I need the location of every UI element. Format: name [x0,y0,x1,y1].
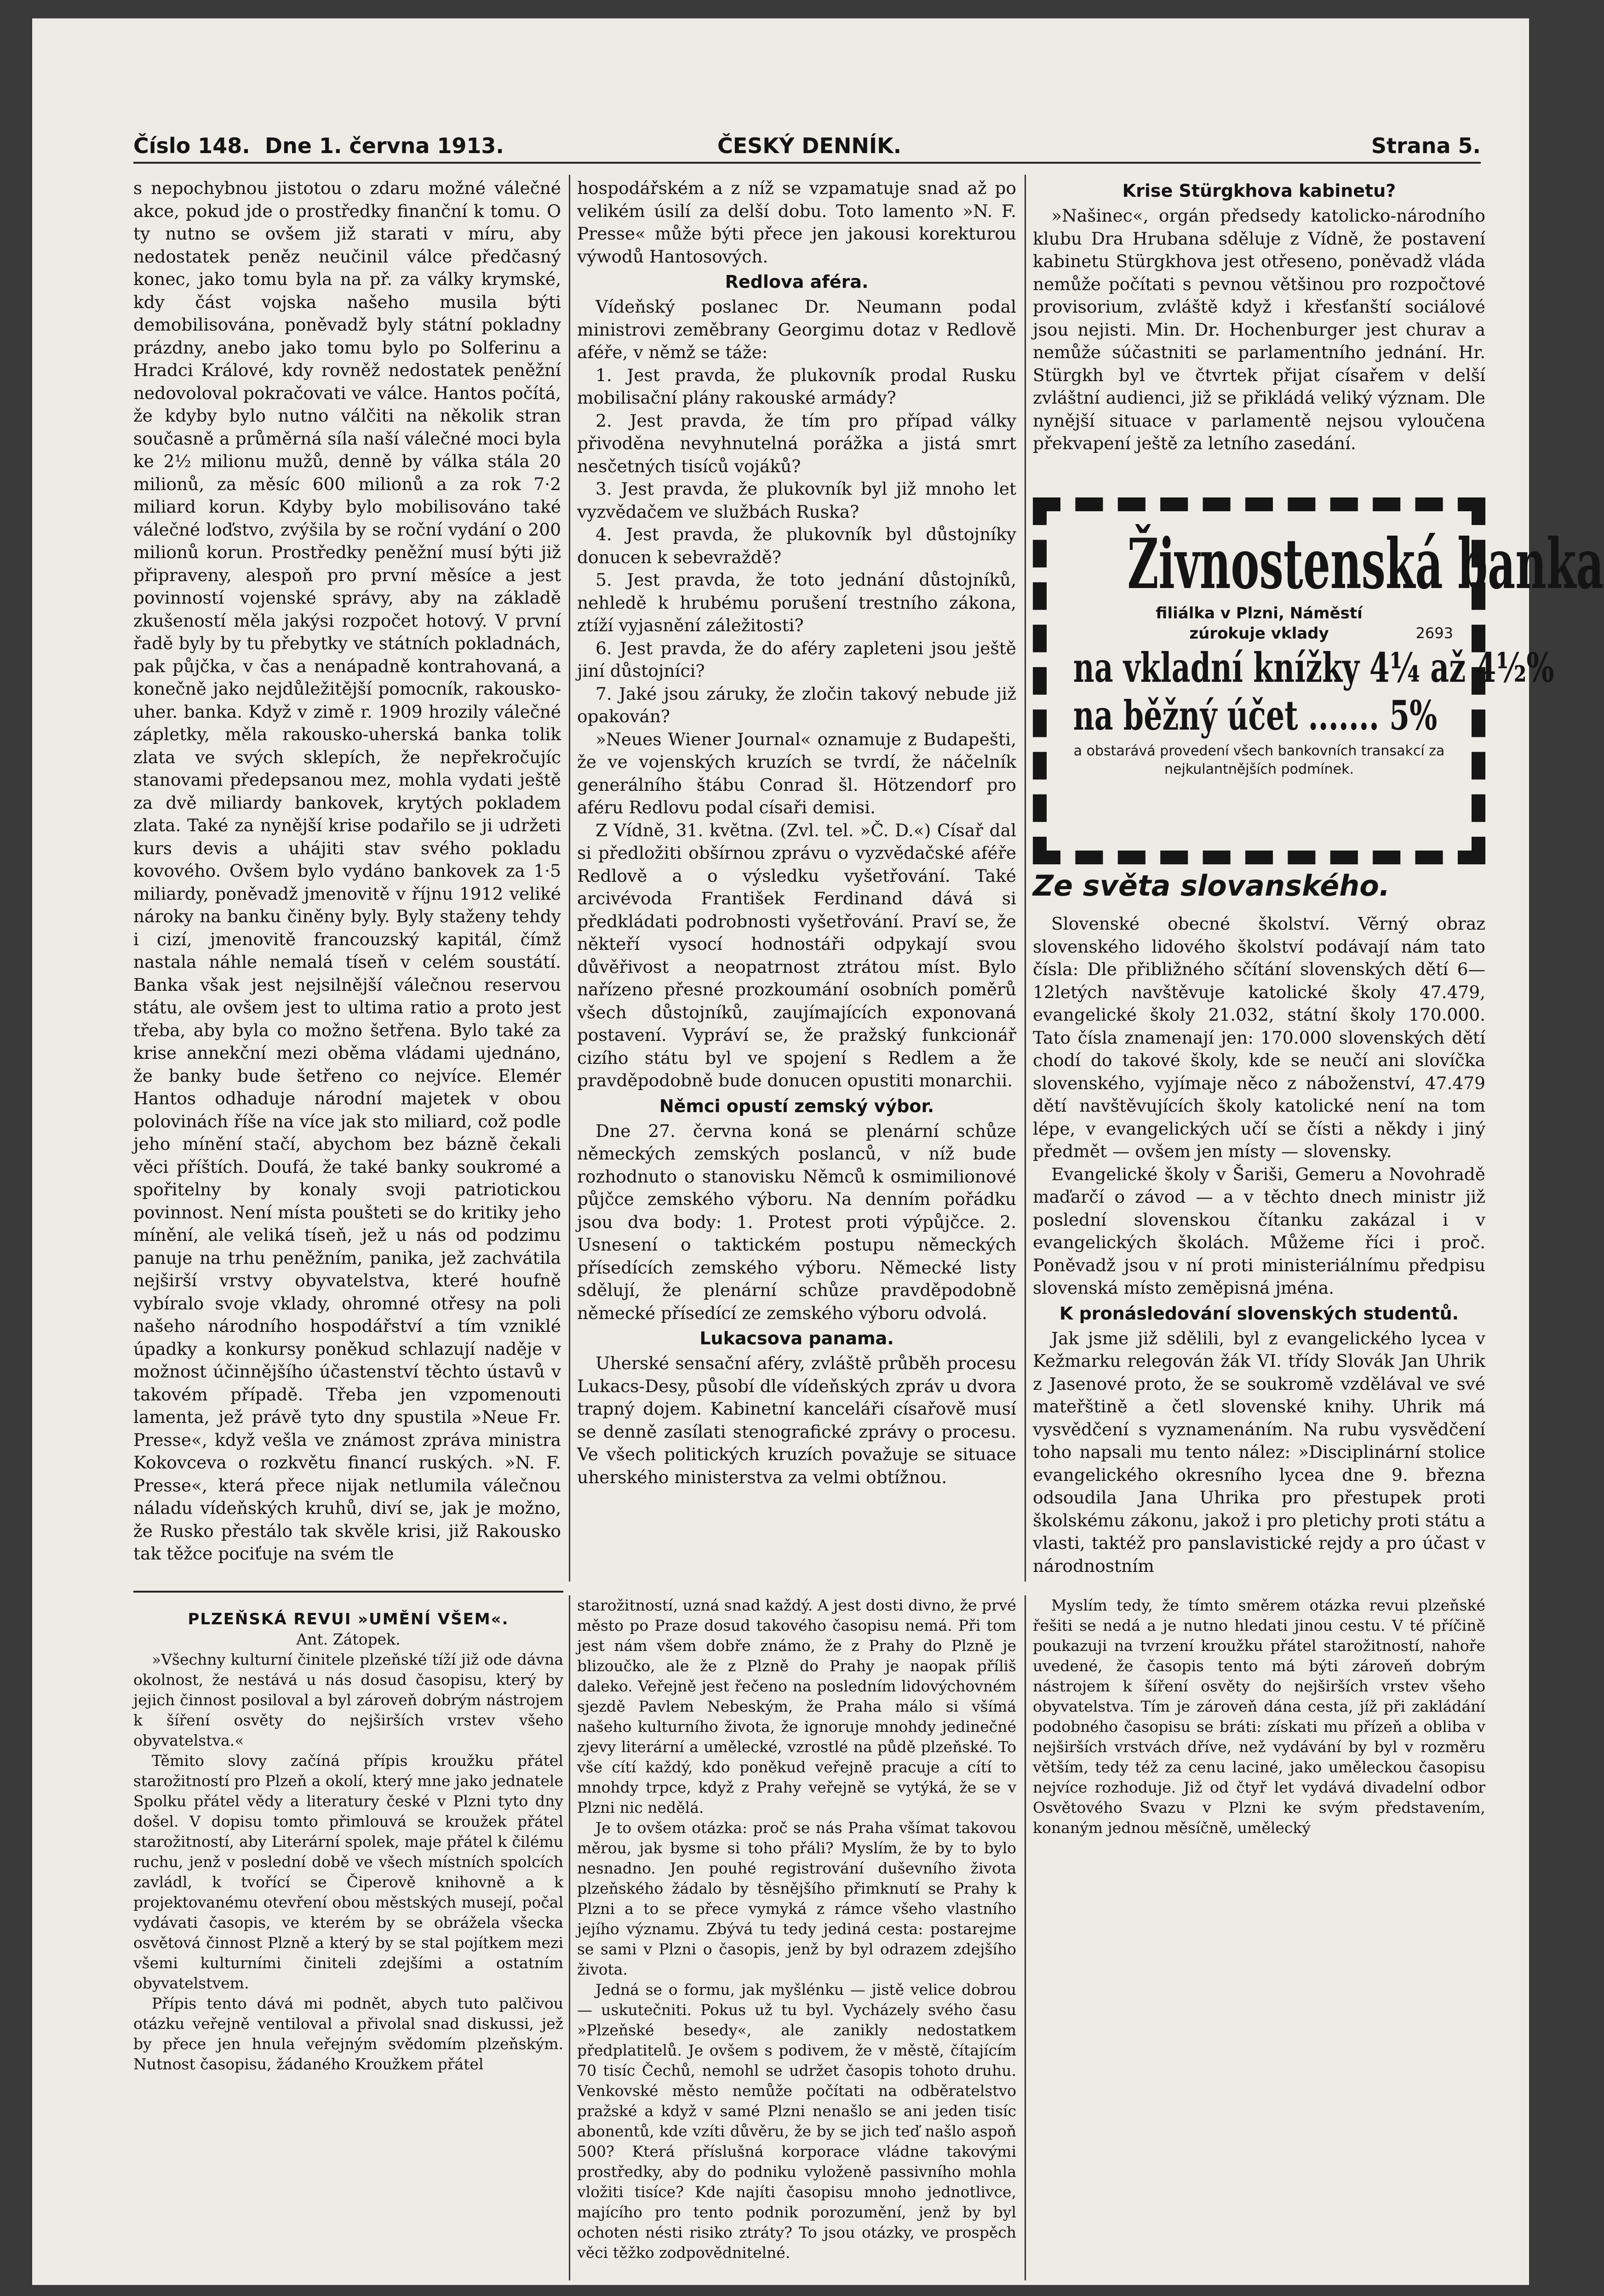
revue-column-1 [133,1609,563,2280]
ad-branch: filiálka v Plzni, Náměstí [1156,604,1363,623]
revue-author: Ant. Zátopek. [296,1630,401,1648]
revue-title: PLZEŇSKÁ REVUI »UMĚNÍ VŠEM«. [188,1610,509,1628]
article-finance-text: s nepochybnou jistotou o zdaru možné válečné akce, pokud jde o prostředky finanční k tomu. O ty nutno se ovšem již starati v míru, aby nedostatek peněz neučinil válce předčasný konec, jako tomu byla na př. za války krymské, kdy část vojska našeho musila býti demobilisována, poněvadž byly státní pokladny prázdny, anebo jako tomu bylo po Solferinu a Hradci Králové, kdy rovněž nedostatek peněžní nedovoloval pokračovati ve válce. Hantos počítá, že kdyby bylo nutno válčiti na několik stran současně a průměrná síla naší válečné moci byla ke 2½ milionu mužů, denně by válka stála 20 milionů, za měsíc 600 milionů a za rok 7·2 miliard korun. Kdyby bylo mobilisováno také válečné loďstvo, zvýšila by se roční vydání o 200 milionů korun. Prostředky peněžní musí býti již připraveny, alespoň pro první měsíce a jest povinností vojenské správy, aby na základě zkušeností měla jakýsi rozpočet hotový. V první řadě byly by tu přebytky ve státních pokladnách, pak půjčka, v čas a nenápadně kontrahovaná, a konečně jako nejdůležitější pomocník, rakousko-uher. banka. Když v zimě r. 1909 hrozily válečné zápletky, měla rakousko-uherská banka tolik zlata ve svých sklepích, že nepřekročujíc stanovami předepsanou mez, mohla vydati ještě za dvě miliardy bankovek, krytých pokladem zlata. Také za nynější krise podařilo se ji udržeti kurs devis a uhájiti stav svého pokladu kovového. Ovšem bylo vydáno bankovek za 1·5 miliardy, poněvadž jmenovitě v říjnu 1912 veliké nároky na banku činěny byly. Byly staženy tehdy i cizí, jmenovitě francouzský kapitál, čímž nastala náhle nemalá tíseň v celém soustátí. Banka však jest nejsilnější válečnou reservou státu, ale ovšem jest to ultima ratio a proto jest třeba, aby byla co možno šetřena. Bylo také za krise annekční mezi oběma vládami ujednáno, že banky bude šetřeno co nejvíce. Elemér Hantos odhaduje národní majetek v obou polovinách říše na více jak sto miliard, což podle jeho mínění stačí, abychom bez bázně čekali věci příštích. Doufá, že také banky soukromé a spořitelny by konaly svoji patriotickou povinnost. Není místa poušteti se do kritiky jeho mínění, ale veliká tíseň, jež u nás od podzimu panuje na trhu peněžním, panika, jež zachvátila nejširší vrstvy obyvatelstva, které houfně vybíralo svoje vklady, ohromné otřesy na poli našeho národního hospodářství a tím vzniklé úpadky a konkursy poněkud schlazují naděje v možnost účinnějšího účastenství těchto ústavů v takovém případě. Třeba jen vzpomenouti lamenta, jež právě tyto dny spustila »Neue Fr. Presse«, když vešla ve známost zpráva ministra Kokovceva o rozkvětu financí ruských. »N. F. Presse«, která přece nijak netlumila válečnou náladu vídeňských kruhů, diví se, jak je možno, že Rusko přestálo tak skvěle krisi, již Rakousko tak těžce pociťuje na svém tle [133,178,561,1564]
ad-rate-current [1047,691,1438,739]
column-divider-3 [569,1595,570,2280]
paragraph: »Neues Wiener Journal« oznamuje z Budapešti, že ve vojenských kruzích se tvrdí, že náčelník generálního štábu Conrad šl. Hötzendorf pro aféru Redlovu podal císaři demisi. [577,729,1016,817]
paragraph: »Našinec«, orgán předsedy katolicko-národního klubu Dra Hrubana sděluje z Vídně, že postavení kabinetu Stürgkhova jest otřeseno, poněvadž vláda nemůže počítati s pevnou většinou pro rozpočtové provisorium, zvláště když i křesťanští sociálové jsou nejisti. Min. Dr. Hochenburger jest churav a nemůže súčastniti se parlamentního jednání. Hr. Stürgkh byl ve čtvrtek přijat císařem v delší zvláštní audienci, již se přikládá veliký význam. Dle nynější situace v parlamentě nejsou vyloučena překvapení ještě za letního zasedání. [1033,206,1485,453]
heading-stuergkh-crisis: Krise Stürgkhova kabinetu? [1122,181,1396,201]
paragraph: Z Vídně, 31. května. (Zvl. tel. »Č. D.«) Císař dal si předložiti obšírnou zprávu o vyzvědačské aféře Redlově a o výsledku vyšetřování. Také arcivévoda František Ferdinand dává si předkládati podrobnosti vyšetřování. Praví se, že někteří vysocí hodnostáři odpykají svou důvěřivost a neopatrnost ztrátou míst. Bylo nařízeno přesné prozkoumání osobních poměrů všech důstojníků, zaujímajících exponovaná postavení. Vypráví se, že pražský funkcionář cizího státu byl ve spojení s Redlem a že pravděpodobně bude donucen opustiti monarchii. [577,820,1016,1091]
paragraph: Uherské sensační aféry, zvláště průběh procesu Lukacs-Desy, působí dle vídeňských zpráv u dvora trapný dojem. Kabinetní kanceláři císařově musí se denně zasílati stenografické zprávy o procesu. Ve všech politických kruzích považuje se situace uherského ministerstva za velmi obtížnou. [577,1353,1016,1487]
paragraph: Těmito slovy začíná přípis kroužku přátel starožitností pro Plzeň a okolí, který mne jako jednatele Spolku přátel vědy a literatury české v Plzni tyto dny došel. V dopisu tomto přimlouvá se kroužek přátel starožitností, aby Literární spolek, maje přátel k čilému ruchu, jenž v poslední době ve všech místních spolcích zavládl, k tvořící se Čiperově knihovně a k projektovanému otevření obou městských musejí, počal vydávati časopis, ve kterém by se obrážela všecka osvětová činnost Plzně a který by se stal pojítkem mezi všemi kulturními činiteli zdejšími a ostatním obyvatelstvem. [133,1752,563,1992]
section-rule [133,1591,563,1593]
column-divider-2 [1025,175,1026,1582]
date: Dne 1. června 1913. [264,133,504,158]
article-continuation: hospodářském a z níž se vzpamatuje snad až po velikém úsilí za delší dobu. Toto lamento »N. F. Presse« může býti přece jen jakousi korekturou výwodů Hantosových. [577,178,1016,267]
question-item: 3. Jest pravda, že plukovník byl již mnoho let vyzvědačem ve službách Ruska? [577,479,1016,522]
header-rule [133,162,1481,164]
column-2 [577,177,1016,1586]
question-item: 5. Jest pravda, že toto jednání důstojníků, nehledě k hrubému porušení trestního zákona, ztíží vyjasnění záležitosti? [577,570,1016,635]
page-header [133,133,1481,162]
revue-column-2 [577,1595,1016,2280]
question-item: 6. Jest pravda, že do aféry zapleteni jsou ještě jiní důstojníci? [577,638,1016,681]
revue-column-3 [1033,1595,1485,2280]
heading-lukacs-panama: Lukacsova panama. [699,1328,894,1348]
rate-dots: ....... [1308,691,1380,739]
question-item: 1. Jest pravda, že plukovník prodal Rusku mobilisační plány rakouské armády? [577,365,1016,408]
paragraph: Jak jsme již sdělili, byl z evangelického lycea v Kežmarku relegován žák VI. třídy Slovák Jan Uhrik z Jasenové proto, že se soukromě vzdělával ve své mateřštině a četl slovenské knihy. Uhrik má vysvědčení s vyznamenáním. Na rubu vysvědčení toho napsali mu tento nález: »Disciplinární stolice evangelického okresního lycea dne 9. března odsoudila Jana Uhrika pro přestupek proti školskému zákonu, jakož i pro pletichy proti státu a vlasti, taktéž pro panslavistické rejdy a pro účast v národnostním [1033,1328,1485,1576]
paragraph: starožitností, uzná snad každý. A jest dosti divno, že prvé město po Praze dosud takového časopisu nemá. Při tom jest nám všem dobře známo, že z Prahy do Plzně je blizoučko, ale že z Plzně do Prahy je naopak příliš daleko. Veřejně jest řečeno na posledním lidovýchovném sjezdě Pavlem Nebeským, že Praha málo si všímá našeho kulturního života, že ignoruje mnohdy jedinečné zjevy literární a umělecké, vzrostlé na půdě plzeňské. To vše cítí každý, kdo poněkud veřejně pracuje a cítí to mnohdy trpce, když z Prahy veřejně se vytýká, že se v Plzni nic nedělá. [577,1596,1016,1816]
issue-number: Číslo 148. [133,133,250,158]
column-3-slavic [1033,913,1485,1579]
column-1 [133,177,561,1564]
bank-advertisement [1033,497,1604,864]
column-3-top [1033,177,1485,494]
ad-interest-label: zúrokuje vklady [1189,624,1329,643]
paragraph: Je to ovšem otázka: proč se nás Praha všímat takovou měrou, jak bysme si toho přáli? Myslím, že by to bylo nesnadno. Jen pouhé registrování duševního života plzeňského žádalo by těsnějšího přimknutí se Prahy k Plzni a to se přece vymyká z rámce všeho vlastního jejího významu. Zbývá tu tedy jediná cesta: postarejme se sami v Plzni o časopis, jenž by byl odrazem zdejšího života. [577,1819,1016,1978]
section-title-slavic: Ze světa slovanského. [1033,869,1390,902]
question-item: 2. Jest pravda, že tím pro případ války přivoděna nevyhnutelná porážka a jistá smrt nesčetných tisíců vojáků? [577,410,1016,476]
issue-date [133,133,504,158]
question-item: 4. Jest pravda, že plukovník byl důstojníky donucen k sebevraždě? [577,524,1016,567]
paragraph: Dne 27. června koná se plenární schůze německých zemských poslanců, v níž bude rozhodnuto o stanovisku Němců k osmimilionové půjčce zemského výboru. Na denním pořádku jsou dva body: 1. Protest proti výpůjčce. 2. Usnesení o taktickém postupu německých přísedících zemského výboru. Německé listy sdělují, že plenární schůze pravděpodobně německé přísedící ze zemského výboru odvolá. [577,1120,1016,1323]
heading-redl-affair: Redlova aféra. [725,272,869,292]
rate-label: na běžný účet [1073,691,1298,739]
heading-students: K pronásledování slovenských studentů. [1059,1303,1459,1324]
rate-value: 4¼ až 4½% [1369,644,1554,691]
rate-value: 5% [1389,691,1438,739]
paragraph: »Všechny kulturní činitele plzeňské tíží již ode dávna okolnost, že nestává u nás dosud časopisu, který by jejich činnost posiloval a byl zároveň dobrým nástrojem k šíření osvěty do nejširších vrstev všeho obyvatelstva.« [133,1651,563,1749]
rate-label: na vkladní knížky [1073,644,1359,691]
paragraph: Myslím tedy, že tímto směrem otázka revui plzeňské řešiti se nedá a je nutno hledati jinou cestu. V té příčině poukazuji na tvrzení kroužku přátel starožitností, nahoře uvedené, že časopis tento má býti zároveň dobrým nástrojem k šíření osvěty do nejširších vrstev všeho obyvatelstva. Tím je zároveň dána cesta, jíž při zakládání podobného časopisu se bráti: získati mu přízeň a obliba v nejširších vrstvách dříve, než vydávání by byl v rozměru větším, tedy též za cenu laciné, jako uměleckou časopisu nejvíce rozhoduje. Již od čtyř let vydává divadelní odbor Osvětového Svazu v Plzni ke svým představením, konaným jednou měsíčně, umělecký [1033,1596,1485,1837]
ad-rate-savings [1047,644,1554,691]
paragraph: Přípis tento dává mi podnět, abych tuto palčivou otázku veřejně ventiloval a přivolal snad diskussi, jež by přece jen hnula veřejným svědomím plzeňským. Nutnost časopisu, žádaného Kroužkem přátel [133,1994,563,2073]
ad-footer: a obstarává provedení všech bankovních transakcí za nejkulantnějších podmínek. [1073,743,1445,777]
question-item: 7. Jaké jsou záruky, že zločin takový nebude již opakován? [577,683,1016,726]
ad-number: 2693 [1415,624,1453,642]
paragraph: Slovenské obecné školství. Věrný obraz slovenského lidového školství podávají nám tato čísla: Dle přibližného sčítání slovenských dětí 6—12letých navštěvuje katolické školy 47.479, evangelické školy 21.032, státní školy 170.000. Tato čísla znamenají jen: 170.000 slovenských dětí chodí do takové školy, kde se neučí ani slovíčka slovenského, vyjímaje něco z náboženství, 47.479 dětí navštěvujících školy katolické není na tom lépe, v evangelických učí se čísti a někdy i jiný předmět — ovšem jen místy — slovensky. [1033,914,1485,1161]
heading-germans-leave: Němci opustí zemský výbor. [659,1096,934,1116]
masthead: ČESKÝ DENNÍK. [717,133,902,158]
paragraph: Evangelické školy v Šariši, Gemeru a Novohradě maďarčí o závod — a v těchto dnech ministr již poslední slovenskou čítanku zakázal i v evangelických školách. Můžeme říci i proč. Poněvadž jsou v ní proti ministeriálnímu předpisu slovenská místo zeměpisná jména. [1033,1164,1485,1298]
ad-bank-name: Živnostenská banka [1127,524,1604,605]
column-divider-4 [1025,1595,1026,2280]
column-divider-1 [569,175,570,1582]
paragraph: Jedná se o formu, jak myšlénku — jistě velice dobrou — uskutečniti. Pokus už tu byl. Vycházely svého času »Plzeňské besedy«, ale zanikly nedostatkem předplatitelů. Je ovšem s podivem, že v městě, čítajícím 70 tisíc Čechů, nemohl se udržet časopis tohoto druhu. Venkovské město nemůže počítati na odběratelstvo pražské a když v samé Plzni nenašlo se ani jeden tisíc abonentů, kde vzíti důvěru, že by se jich teď našlo aspoň 500? Která příslušná korporace vládne takovými prostředky, aby do podniku vyloženě passivního mohla vložiti tisíce? Kde najíti časopisu mnoho jednotlivce, majícího pro tento podnik porozumění, jenž by byl ochoten nésti risiko ztráty? To jsou otázky, ve prospěch věci těžko zodpovědnitelné. [577,1981,1016,2262]
page-number: Strana 5. [1371,133,1481,158]
paragraph: Vídeňský poslanec Dr. Neumann podal ministrovi zeměbrany Georgimu dotaz v Redlově aféře, v němž se táže: [577,297,1016,362]
